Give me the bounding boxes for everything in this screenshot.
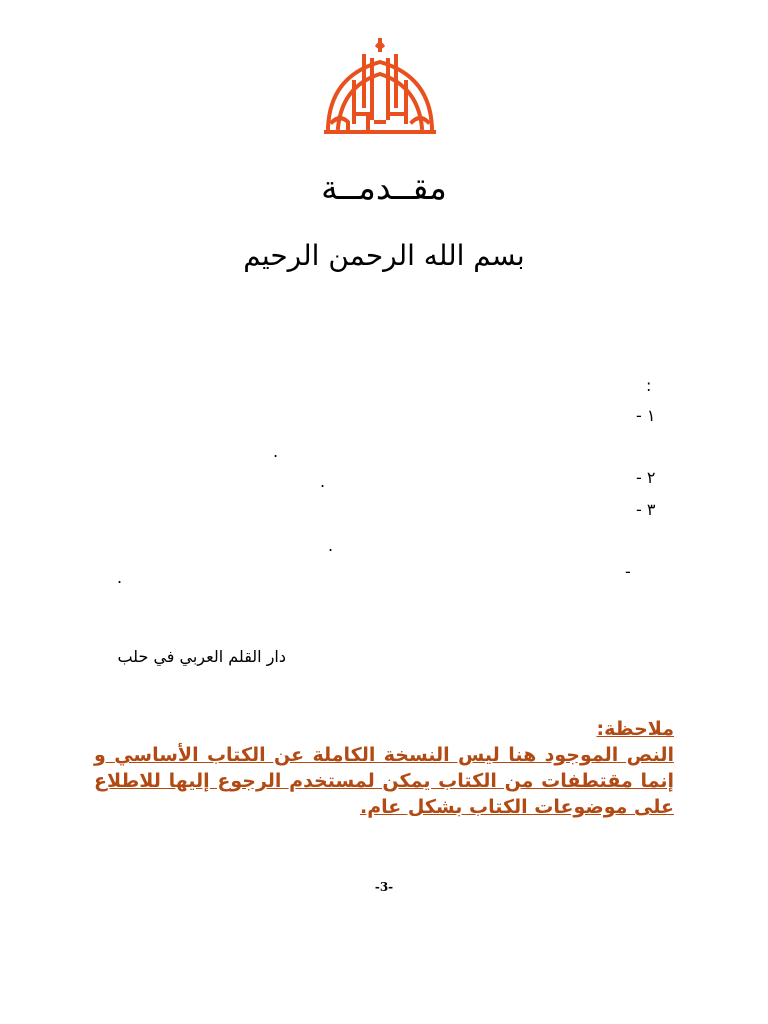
list-item-period: .	[273, 442, 279, 461]
note-label: ملاحظة:	[596, 718, 674, 740]
note-text: النص الموجود هنا ليس النسخة الكاملة عن الكتاب الأساسي و إنما مقتطفات من الكتاب يمكن لمستخدم الرجوع إليها للاطلاع على موضوعات الكتاب بشكل عام.	[94, 744, 674, 818]
logo-graphic	[318, 36, 442, 140]
list-item-period: .	[328, 536, 334, 555]
intro-colon: :	[646, 376, 652, 395]
publisher-signature: دار القلم العربي في حلب	[117, 647, 286, 666]
publisher-logo	[318, 36, 442, 140]
page-title: مقــدمــة	[321, 168, 447, 207]
list-item-marker: ٢ -	[636, 468, 656, 487]
page-number: -3-	[374, 880, 394, 894]
basmala: بسم الله الرحمن الرحيم	[243, 239, 525, 272]
list-item-marker: ٣ -	[636, 500, 656, 519]
list-item-period: .	[320, 472, 326, 491]
note-block	[94, 716, 674, 820]
list-item-period: .	[117, 568, 123, 587]
list-item-marker: ١ -	[636, 406, 656, 425]
list-item-marker: -	[625, 562, 631, 581]
